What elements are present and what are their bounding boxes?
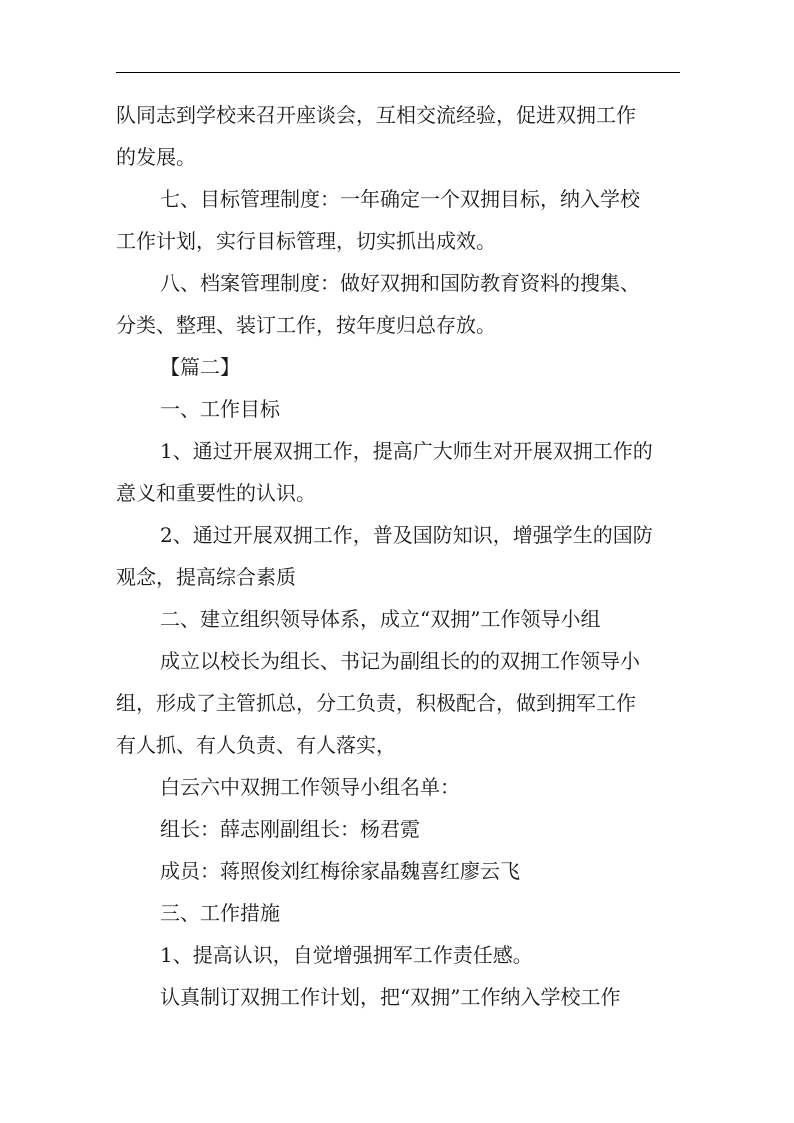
text-line: 八、档案管理制度：做好双拥和国防教育资料的搜集、	[160, 271, 640, 295]
text-line: 观念，提高综合素质	[116, 565, 296, 589]
section-heading: 一、工作目标	[160, 397, 280, 421]
text-line: 1、提高认识，自觉增强拥军工作责任感。	[160, 943, 533, 967]
text-line: 组，形成了主管抓总，分工负责，积极配合，做到拥军工作	[116, 691, 636, 715]
text-line: 分类、整理、装订工作，按年度归总存放。	[116, 313, 496, 337]
text-line: 2、通过开展双拥工作，普及国防知识，增强学生的国防	[160, 523, 653, 547]
text-line: 工作计划，实行目标管理，切实抓出成效。	[116, 229, 496, 253]
header-rule	[116, 72, 680, 73]
text-line: 队同志到学校来召开座谈会，互相交流经验，促进双拥工作	[116, 103, 636, 127]
text-line: 成员：蒋照俊刘红梅徐家晶魏喜红廖云飞	[160, 859, 520, 883]
text-line: 意义和重要性的认识。	[116, 481, 316, 505]
section-heading: 二、建立组织领导体系，成立“双拥”工作领导小组	[160, 607, 601, 631]
text-line: 白云六中双拥工作领导小组名单：	[160, 775, 460, 799]
text-line: 成立以校长为组长、书记为副组长的的双拥工作领导小	[160, 649, 640, 673]
text-line: 认真制订双拥工作计划，把“双拥”工作纳入学校工作	[160, 985, 621, 1009]
section-heading: 【篇二】	[160, 355, 240, 379]
text-line: 七、目标管理制度：一年确定一个双拥目标，纳入学校	[160, 187, 640, 211]
text-line: 组长：薛志刚副组长：杨君霓	[160, 817, 420, 841]
document-body	[116, 94, 680, 1018]
section-heading: 三、工作措施	[160, 901, 280, 925]
text-line: 1、通过开展双拥工作，提高广大师生对开展双拥工作的	[160, 439, 653, 463]
text-line: 有人抓、有人负责、有人落实，	[116, 733, 396, 757]
text-line: 的发展。	[116, 145, 196, 169]
